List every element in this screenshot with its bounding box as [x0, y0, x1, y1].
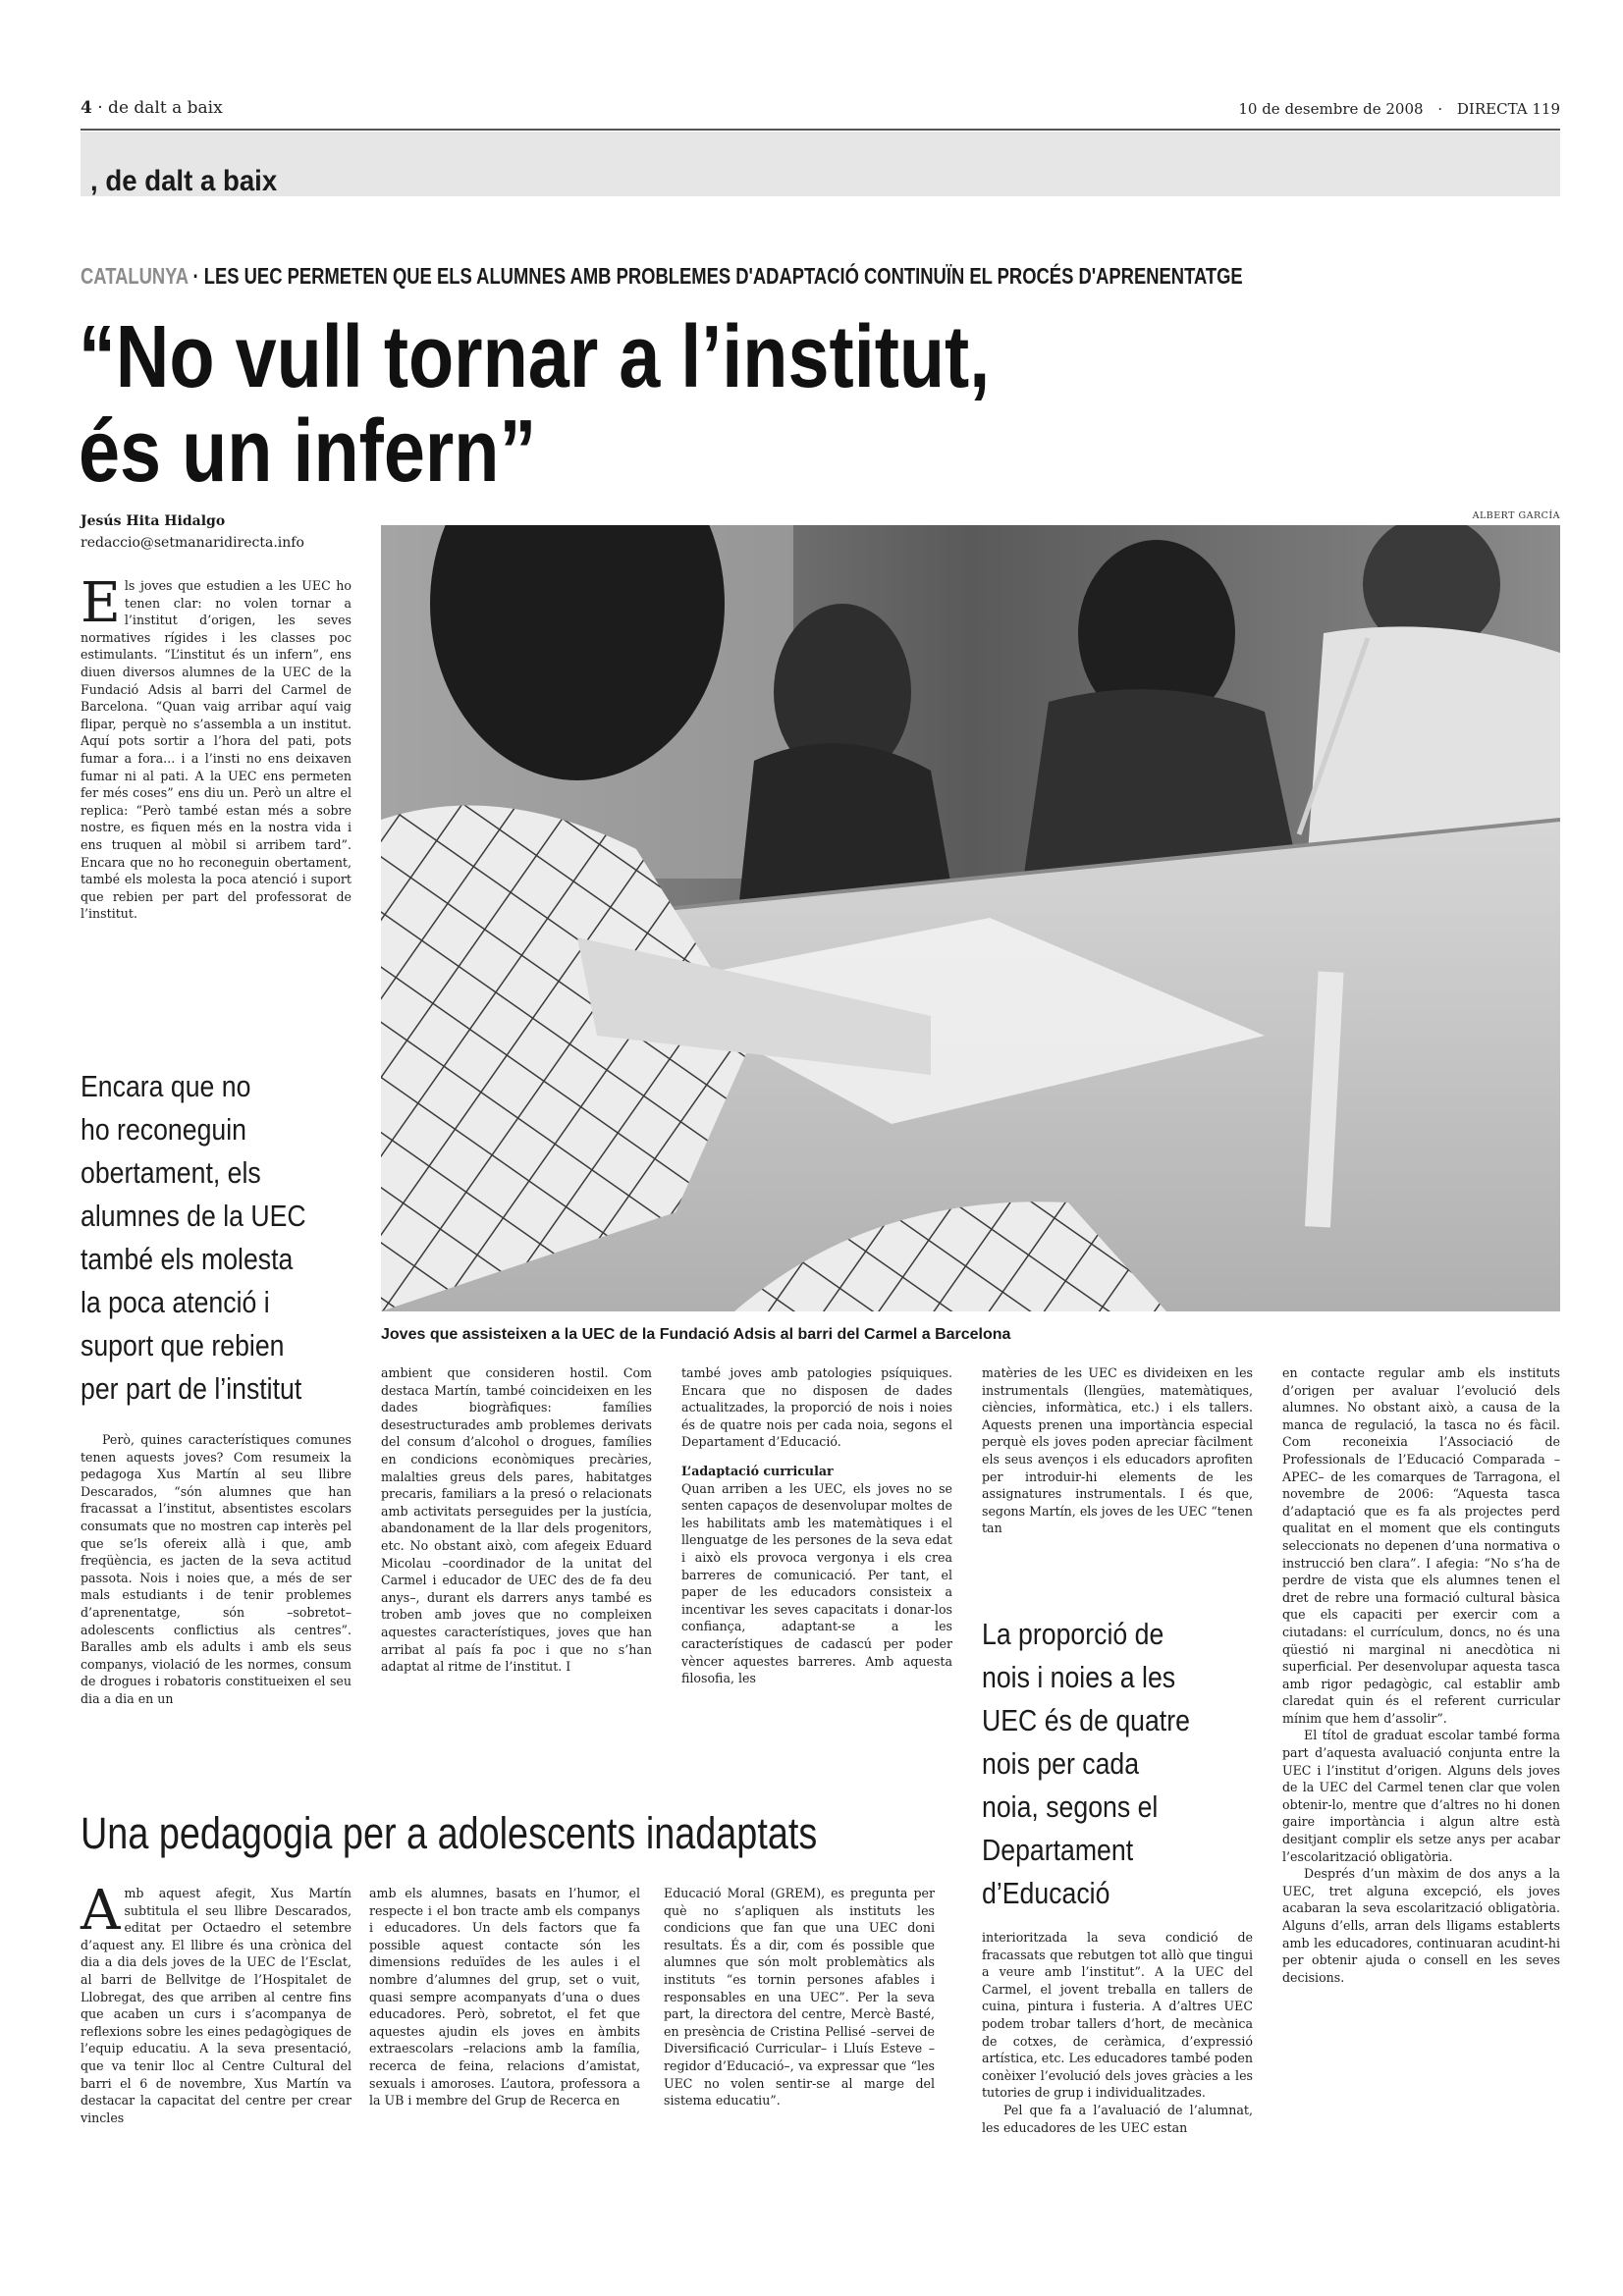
pullquote-1-line: Encara que no	[81, 1069, 251, 1103]
pullquote-1-line: per part de l’institut	[81, 1371, 302, 1406]
subarticle-column-1	[81, 1879, 352, 2126]
article-photo	[381, 525, 1560, 1311]
subhead-adaptacio: L’adaptació curricular	[681, 1463, 834, 1478]
pullquote-1-line: també els molesta	[81, 1242, 294, 1276]
pullquote-1	[81, 1065, 359, 1411]
byline-email: redaccio@setmanaridirecta.info	[81, 535, 304, 551]
kicker-region: CATALUNYA	[81, 263, 189, 289]
subarticle-column-3-text: Educació Moral (GREM), es pregunta per què no s’apliquen als instituts les condicions que fan que una UEC doni resultats. És a dir, com és possible que alumnes que són molt problemàtics als instituts “es tornin persones afables i responsables en una UEC”. Per la seva part, la directora del centre, Mercè Basté, en presència de Cristina Pellisé –servei de Diversificació Curricular– i Lluís Esteve –regidor d’Educació–, va expressar que “les UEC no volen sentir-se al marge del sistema educatiu”.	[664, 1886, 935, 2109]
column-3-upper	[681, 1364, 952, 1687]
pullquote-2	[982, 1613, 1244, 1915]
pullquote-1-line: alumnes de la UEC	[81, 1199, 306, 1233]
drop-cap-a: A	[81, 1879, 121, 1943]
header-rule	[81, 129, 1560, 131]
pullquote-2-line: noia, segons el	[982, 1789, 1159, 1824]
kicker-text: LES UEC PERMETEN QUE ELS ALUMNES AMB PROBLEMES D'ADAPTACIÓ CONTINUÏN EL PROCÉS D'APRENENTATGE	[203, 263, 1243, 289]
column-2-upper	[381, 1364, 652, 1676]
column-4-lower	[982, 1929, 1253, 2136]
subarticle-column-2-text: amb els alumnes, basats en l’humor, el respecte i el bon tracte amb els companys i educadores. Un dels factors que fa possible aquest contacte són les dimensions reduïdes de les aules i el nombre d’alumnes del grup, set o vuit, quasi sempre acompanyats d’una o dues educadores. Però, sobretot, el fet que aquestes ajudin els joves en àmbits extraescolars –relacions amb la família, recerca de feina, relacions d’amistat, sexuals i amoroses. L’autora, professora a la UB i membre del Grup de Recerca en	[369, 1886, 640, 2109]
column-4-upper-text: matèries de les UEC es divideixen en les instrumentals (llengües, matemàtiques, ciències, informàtica, etc.) i els tallers. Aquests prenen una importància especial perquè els joves poden apreciar fàcilment els seus avenços i els educadors aprofiten per introduir-hi elements de les assignatures instrumentals. I és que, segons Martín, els joves de les UEC “tenen tan	[982, 1365, 1253, 1536]
pullquote-2-line: UEC és de quatre	[982, 1703, 1190, 1737]
pullquote-2-line: nois per cada	[982, 1746, 1140, 1781]
kicker-separator: ·	[192, 263, 199, 289]
column-5	[1282, 1364, 1560, 1986]
section-banner	[81, 132, 1560, 196]
pullquote-1-line: obertament, els	[81, 1155, 261, 1190]
section-banner-title: , de dalt a baix	[90, 165, 278, 197]
header-separator: ·	[1437, 100, 1443, 118]
column-4-lower-text-1: interioritzada la seva condició de fracassats que rebutgen tot allò que tingui a veure amb l’institut”. A la UEC del Carmel, el jovent treballa en tallers de cuina, pintura i fusteria. A d’altres UEC podem trobar tallers d’hort, de mecànica de cotxes, de ceràmica, d’expressió artística, etc. Les educadores també poden conèixer l’evolució dels joves gràcies a les tutories de grup i individualitzades.	[982, 1930, 1253, 2101]
header-issue-info	[1238, 100, 1560, 118]
column-5-text-3: Després d’un màxim de dos anys a la UEC, tret alguna excepció, els joves acabaran la seva escolarització obligatòria. Alguns d’ells, arran dels lligams establerts amb les educadores, continuaran acudint-hi per obtenir ajuda o consell en les seves decisions.	[1282, 1866, 1560, 1985]
column-1-lower-text: Però, quines característiques comunes tenen aquests joves? Com resumeix la pedagoga Xus Martín al seu llibre Descarados, “són alumnes que han fracassat a l’institut, absentistes escolars consumats que no mostren cap interès pel que se’ls ofereix allà i que, amb freqüència, es jacten de la seva actitud passota. Nois i noies que, a més de ser mals estudiants i de tenir problemes d’aprenentatge, són –sobretot– adolescents conflictius als centres”. Baralles amb els adults i amb els seus companys, violació de les normes, consum de drogues i robatoris constitueixen el seu dia a dia en un	[81, 1432, 352, 1706]
pullquote-2-line: nois i noies a les	[982, 1660, 1176, 1694]
subarticle-headline: Una pedagogia per a adolescents inadaptats	[81, 1808, 818, 1858]
pullquote-1-line: ho reconeguin	[81, 1112, 246, 1147]
headline	[79, 310, 990, 499]
column-3-text-2: Quan arriben a les UEC, els joves no se senten capaços de desenvolupar moltes de les habilitats amb les matemàtiques i el llenguatge de les persones de la seva edat i això els provoca vergonya i els crea barreres de comunicació. Per tant, el paper de les educadors consisteix a incentivar les seves capacitats i donar-los confiança, adaptant-se a les característiques de cadascú per poder vèncer aquestes barreres. Amb aquesta filosofia, les	[681, 1480, 952, 1686]
header-section-name: · de dalt a baix	[97, 98, 223, 118]
lead-text: ls joves que estudien a les UEC ho tenen clar: no volen tornar a l’institut d’origen, les seves normatives rígides i les classes poc estimulants. “L’institut és un infern”, ens diuen diversos alumnes de la UEC de la Fundació Adsis al barri del Carmel de Barcelona. “Quan vaig arribar aquí vaig flipar, perquè no s’assembla a un institut. Aquí pots sortir a l’hora del pati, pots fumar a fora... i a l’insti no ens deixaven fumar ni al pati. A la UEC ens permeten fer més coses” ens diu un. Però un altre el replica: “Però també estan més a sobre nostre, es fiquen més en la nostra vida i ens truquen al mòbil si arribem tard”. Encara que no ho reconeguin obertament, també els molesta la poca atenció i suport que rebien per part del professorat de l’institut.	[81, 578, 352, 922]
page-number: 4	[81, 98, 92, 118]
photo-illustration	[381, 525, 1560, 1311]
pullquote-1-line: la poca atenció i	[81, 1285, 270, 1319]
pullquote-2-line: d’Educació	[982, 1876, 1110, 1910]
pullquote-1-line: suport que rebien	[81, 1328, 285, 1362]
drop-cap-e: E	[81, 571, 121, 635]
byline	[81, 510, 304, 554]
column-2-upper-text: ambient que consideren hostil. Com destaca Martín, també coincideixen en les dades biogràfiques: famílies desestructurades amb problemes derivats del consum d’alcohol o drogues, famílies en condicions econòmiques precàries, malalties greus dels pares, habitatges precaris, familiars a la presó o relacionats amb activitats perseguides per la justícia, abandonament de la llar dels progenitors, etc. No obstant això, com afegeix Eduard Micolau –coordinador de la unitat del Carmel i educador de UEC des de fa deu anys–, durant els darrers anys també es troben amb joves que no compleixen aquestes característiques, joves que han arribat al país fa poc i que no s’han adaptat al ritme de l’institut. I	[381, 1365, 652, 1675]
header-issue: DIRECTA 119	[1456, 100, 1560, 118]
photo-credit: ALBERT GARCÍA	[1472, 510, 1560, 521]
column-5-text-1: en contacte regular amb els instituts d’origen per avaluar l’evolució dels alumnes. No obstant això, a causa de la manca de regulació, la tasca no és fàcil. Com reconeixia l’Associació de Professionals de l’Educació Comparada –APEC– de les comarques de Tarragona, el novembre de 2006: “Aquesta tasca d’adaptació que es fa als projectes perd qualitat en el moment que els continguts seleccionats no depenen d’una normativa o instrucció ben clara”. I afegia: “No s’ha de perdre de vista que els alumnes tenen el dret de rebre una formació cultural bàsica que els capaciti per exercir com a ciutadans: el currículum, doncs, no és una qüestió ni marginal ni anecdòtica ni superficial. Per desenvolupar aquesta tasca amb rigor pedagògic, cal establir amb claredat quin és el referent curricular mínim que hem d’assolir”.	[1282, 1365, 1560, 1726]
kicker	[81, 263, 1243, 290]
lead-paragraph	[81, 571, 352, 923]
column-3-text-1: també joves amb patologies psíquiques. Encara que no disposen de dades actualitzades, la proporció de nois i noies és de quatre nois per cada noia, segons el Departament d’Educació.	[681, 1365, 952, 1450]
photo-caption: Joves que assisteixen a la UEC de la Fundació Adsis al barri del Carmel a Barcelona	[381, 1326, 1011, 1343]
subarticle-column-2	[369, 1885, 640, 2109]
column-1-lower	[81, 1431, 352, 1708]
subarticle-column-3	[664, 1885, 935, 2109]
pullquote-2-line: La proporció de	[982, 1617, 1164, 1651]
column-5-text-2: El títol de graduat escolar també forma part d’aquesta avaluació conjunta entre la UEC i l’institut d’origen. Alguns dels joves de la UEC del Carmel tenen clar que volen obtenir-lo, mentre que d’altres no hi donen gaire importància i algun altre està desitjant complir els setze anys per acabar l’escolarització obligatòria.	[1282, 1728, 1560, 1864]
headline-line-2: és un infern”	[79, 402, 537, 501]
page-number-section	[81, 98, 223, 118]
column-4-lower-text-2: Pel que fa a l’avaluació de l’alumnat, les educadores de les UEC estan	[982, 2102, 1253, 2135]
headline-line-1: “No vull tornar a l’institut,	[79, 308, 991, 406]
pullquote-2-line: Departament	[982, 1833, 1134, 1867]
byline-author: Jesús Hita Hidalgo	[81, 513, 226, 529]
subarticle-column-1-text: mb aquest afegit, Xus Martín subtitula el seu llibre Descarados, editat per Octaedro el setembre d’aquest any. El llibre és una crònica del dia a dia dels joves de la UEC de l’Esclat, al barri de Bellvitge de l’Hospitalet de Llobregat, des que arriben al centre fins que acaben un curs i s’acompanya de reflexions sobre les eines pedagògiques de l’equip educatiu. A la seva presentació, que va tenir lloc al Centre Cultural del barri el 6 de novembre, Xus Martín va destacar la capacitat del centre per crear vincles	[81, 1886, 352, 2125]
column-4-upper	[982, 1364, 1253, 1537]
header-date: 10 de desembre de 2008	[1238, 100, 1424, 118]
